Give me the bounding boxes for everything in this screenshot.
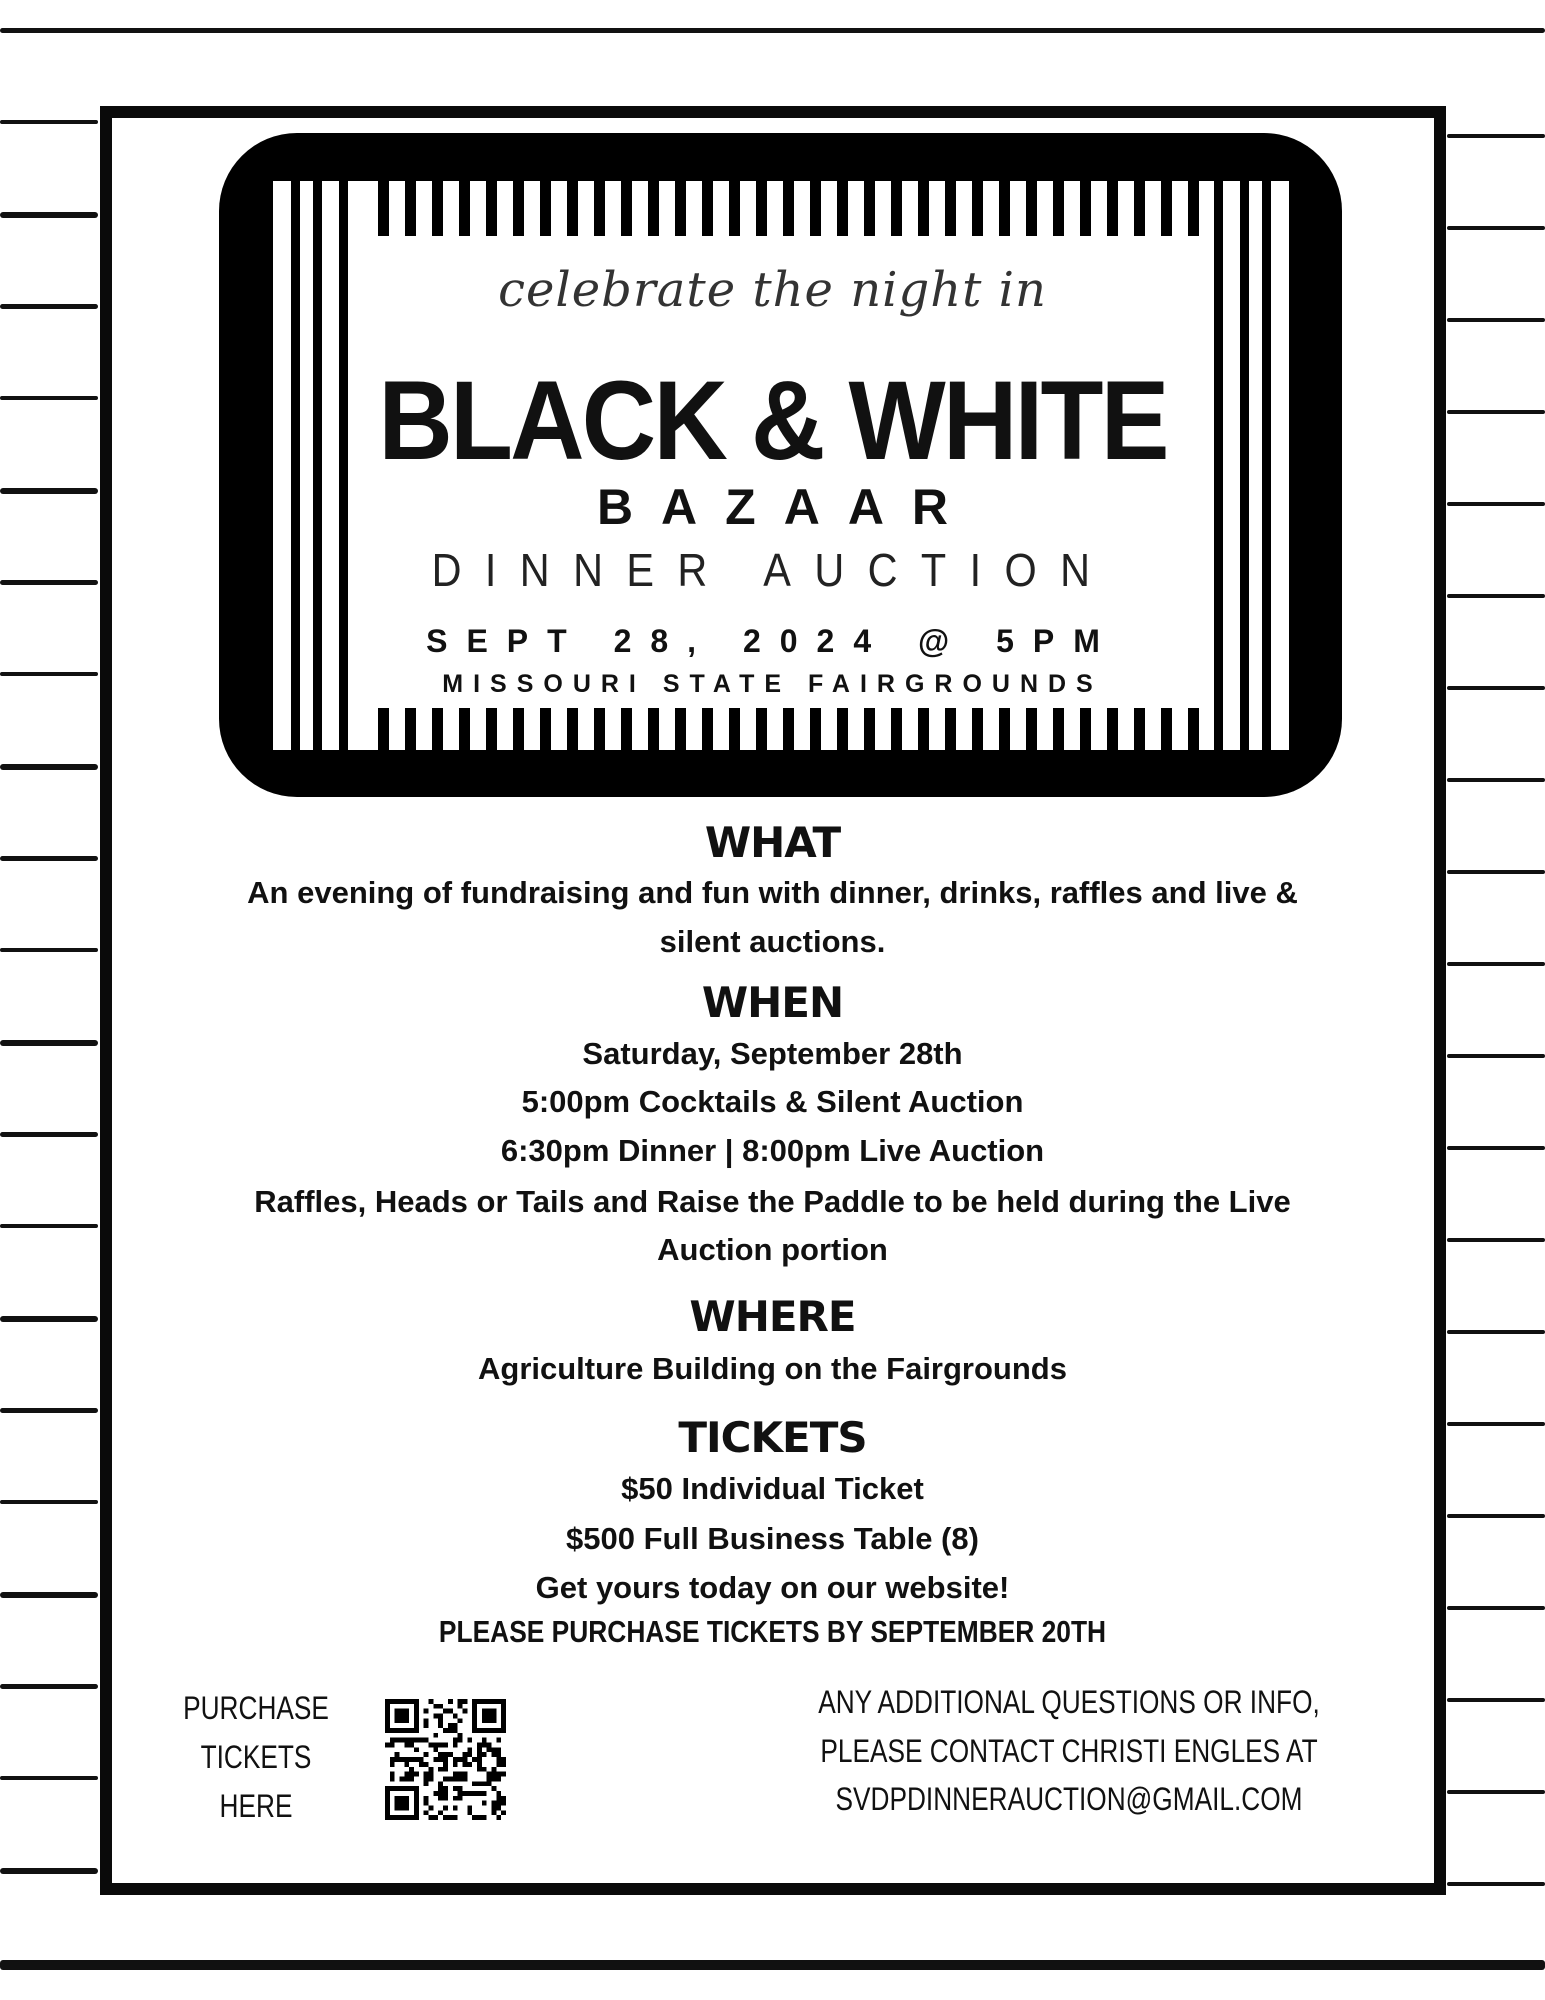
banner-stripe — [1026, 181, 1037, 236]
when-line: 6:30pm Dinner | 8:00pm Live Auction — [500, 1133, 1045, 1168]
brush-stroke — [0, 1960, 1545, 1970]
banner-stripe — [837, 181, 848, 236]
brush-stroke — [1447, 1698, 1545, 1702]
banner-stripe — [486, 708, 497, 750]
banner-stripe — [918, 708, 929, 750]
banner-stripe — [972, 181, 983, 236]
banner-stripe — [513, 181, 524, 236]
banner-stripe — [945, 181, 956, 236]
banner-stripe — [594, 708, 605, 750]
banner-stripe — [540, 708, 551, 750]
banner-stripe — [459, 181, 470, 236]
when-line: Raffles, Heads or Tails and Raise the Paddle to be held during the Live — [254, 1184, 1291, 1219]
contact-line: PLEASE CONTACT CHRISTI ENGLES AT — [820, 1733, 1318, 1769]
brush-stroke — [1447, 1882, 1545, 1886]
banner-stripe — [837, 708, 848, 750]
banner-stripe — [621, 181, 632, 236]
contact-email[interactable]: SVDPDINNERAUCTION@GMAIL.COM — [835, 1781, 1303, 1817]
banner-stripe — [594, 181, 605, 236]
brush-stroke — [1447, 318, 1545, 322]
banner-stripe — [1188, 708, 1199, 750]
banner-stripe — [486, 181, 497, 236]
what-line: silent auctions. — [659, 924, 886, 959]
banner-stripe — [999, 181, 1010, 236]
banner-stripe — [540, 181, 551, 236]
banner-venue: MISSOURI STATE FAIRGROUNDS — [442, 670, 1103, 698]
purchase-label: TICKETS — [200, 1739, 312, 1775]
banner-stripe — [702, 708, 713, 750]
banner-subtitle: BAZAAR — [596, 479, 977, 535]
banner-stripe — [999, 708, 1010, 750]
banner-stripe — [864, 181, 875, 236]
brush-stroke — [0, 1776, 98, 1780]
banner-stripe — [1107, 181, 1118, 236]
ticket-line: Get yours today on our website! — [535, 1570, 1010, 1605]
brush-stroke — [0, 28, 1545, 33]
banner-stripe — [1080, 708, 1091, 750]
banner-stripe — [675, 708, 686, 750]
banner-stripe — [729, 181, 740, 236]
banner-stripe — [702, 181, 713, 236]
banner-stripe — [648, 708, 659, 750]
brush-stroke — [0, 212, 98, 218]
banner-stripe — [459, 708, 470, 750]
ticket-deadline: PLEASE PURCHASE TICKETS BY SEPTEMBER 20TH — [438, 1614, 1107, 1649]
banner-stripe — [1107, 708, 1118, 750]
banner-stripe — [810, 181, 821, 236]
brush-stroke — [0, 1684, 98, 1689]
banner-stripe — [1026, 708, 1037, 750]
banner-stripe — [405, 708, 416, 750]
what-line: An evening of fundraising and fun with dinner, drinks, raffles and live & — [247, 875, 1298, 910]
where-heading: WHERE — [689, 1292, 856, 1341]
banner-stripe — [378, 181, 389, 236]
banner-stripe — [729, 708, 740, 750]
when-line: 5:00pm Cocktails & Silent Auction — [521, 1084, 1024, 1119]
when-heading: WHEN — [701, 978, 844, 1027]
tickets-heading: TICKETS — [678, 1413, 867, 1462]
banner-stripe — [1188, 181, 1199, 236]
banner-stripe — [567, 181, 578, 236]
banner-stripe — [1134, 708, 1145, 750]
banner-stripe — [378, 708, 389, 750]
brush-stroke — [0, 764, 98, 770]
banner-stripe — [1161, 181, 1172, 236]
banner-stripe — [648, 181, 659, 236]
brush-stroke — [1447, 226, 1545, 230]
banner-stripe — [783, 708, 794, 750]
brush-stroke — [1447, 1606, 1545, 1610]
banner-tagline: celebrate the night in — [498, 262, 1047, 318]
banner-event-type: DINNER AUCTION — [431, 544, 1114, 596]
banner-stripe — [972, 708, 983, 750]
ticket-line: $50 Individual Ticket — [621, 1471, 924, 1506]
banner-stripe — [1053, 181, 1064, 236]
ticket-line: $500 Full Business Table (8) — [566, 1521, 979, 1556]
banner-title: BLACK & WHITE — [378, 358, 1167, 483]
purchase-label: HERE — [219, 1788, 293, 1824]
banner-date-time: SEPT 28, 2024 @ 5PM — [426, 623, 1119, 659]
banner-stripe — [918, 181, 929, 236]
banner-stripe — [1161, 708, 1172, 750]
brush-stroke — [1447, 778, 1545, 782]
banner-stripe — [810, 708, 821, 750]
banner-stripe — [1053, 708, 1064, 750]
brush-stroke — [1447, 1514, 1545, 1518]
banner-stripe — [567, 708, 578, 750]
what-heading: WHAT — [704, 818, 841, 867]
banner-stripe — [891, 708, 902, 750]
banner-stripe — [432, 181, 443, 236]
contact-line: ANY ADDITIONAL QUESTIONS OR INFO, — [818, 1684, 1320, 1720]
banner-stripe — [783, 181, 794, 236]
banner-stripe — [756, 181, 767, 236]
banner-stripe — [891, 181, 902, 236]
banner-stripe — [621, 708, 632, 750]
banner-stripe — [432, 708, 443, 750]
brush-stroke — [0, 1868, 98, 1874]
banner-stripe — [864, 708, 875, 750]
banner-stripe — [675, 181, 686, 236]
when-line: Saturday, September 28th — [582, 1036, 963, 1071]
ticket-qr-code[interactable] — [385, 1699, 506, 1820]
brush-stroke — [1447, 1790, 1545, 1794]
brush-stroke — [0, 1224, 98, 1228]
brush-stroke — [0, 120, 98, 124]
when-line: Auction portion — [657, 1232, 888, 1267]
brush-stroke — [1447, 134, 1545, 138]
banner-stripe — [405, 181, 416, 236]
banner-stripe — [945, 708, 956, 750]
brush-stroke — [1447, 870, 1545, 874]
banner-stripe — [1080, 181, 1091, 236]
banner-stripe — [756, 708, 767, 750]
purchase-label: PURCHASE — [183, 1690, 329, 1726]
banner-stripe — [513, 708, 524, 750]
brush-stroke — [1447, 962, 1545, 966]
where-line: Agriculture Building on the Fairgrounds — [478, 1351, 1067, 1386]
banner-stripe — [1134, 181, 1145, 236]
